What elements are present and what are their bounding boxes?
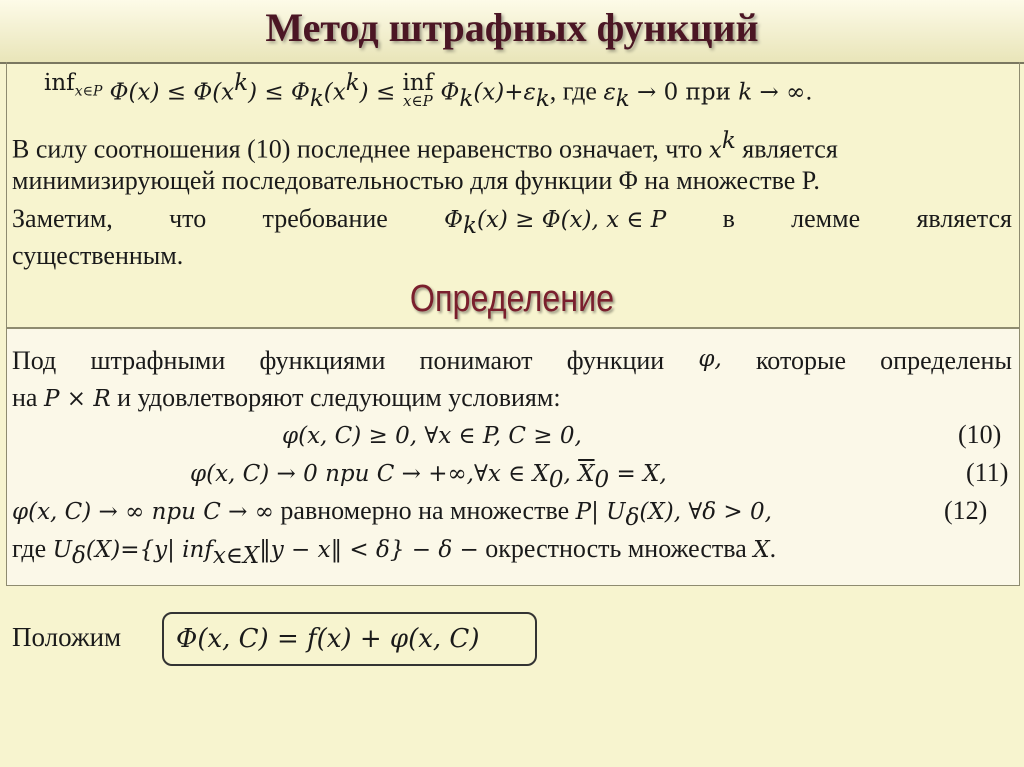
definition-line-1: Под штрафными функциями понимают функции φ, которые определены [12, 346, 1012, 375]
paragraph-line-3: Заметим, что требование $\Phi_k(x) \ge \Phi(x)$, x ∈ P в лемме является [12, 204, 1012, 240]
penalty-function-formula: Φ(x, C) = f(x) + φ(x, C) [162, 612, 537, 666]
equation-10: φ(x, C) ≥ 0, ∀x ∈ P, C ≥ 0, [282, 423, 582, 449]
inequality-chain: inf$_{x\in P}$ $\Phi(x) \le \Phi(x^k) \le \Phi_k(x^k)$ ≤ inf x∈P $\Phi_k(x)+\varepsilon_k$, где $\varepsilon_k \to 0$ при k → ∞. [44, 70, 813, 112]
equation-10-number: (10) [958, 420, 1002, 449]
paragraph-line-2: минимизирующей последовательностью для функции Φ на множестве P. [12, 166, 820, 195]
equation-12: φ(x, C) → ∞ при C → ∞ равномерно на множестве P| $U_\delta(X)$, ∀δ > 0, [12, 496, 772, 532]
equation-12-number: (12) [944, 496, 988, 525]
let-label: Положим [12, 622, 122, 652]
definition-line-2: на P × R и удовлетворяют следующим условиям: [12, 383, 561, 412]
paragraph-line-1: В силу соотношения (10) последнее неравенство означает, что $x^k$ является [12, 128, 838, 164]
slide-title: Метод штрафных функций [0, 0, 1024, 64]
definition-heading: Определение [409, 278, 615, 320]
neighborhood-definition: где $U_\delta(X)=\{y|$ inf$_{x\in X}$‖y − x‖ < δ} − δ − окрестность множества X. [12, 534, 777, 570]
equation-11-number: (11) [966, 458, 1009, 487]
paragraph-line-4: существенным. [12, 241, 184, 270]
equation-11: φ(x, C) → 0 при C → +∞,∀x ∈ $X_0$, $\overline{X}_0 = X$, [190, 461, 667, 494]
